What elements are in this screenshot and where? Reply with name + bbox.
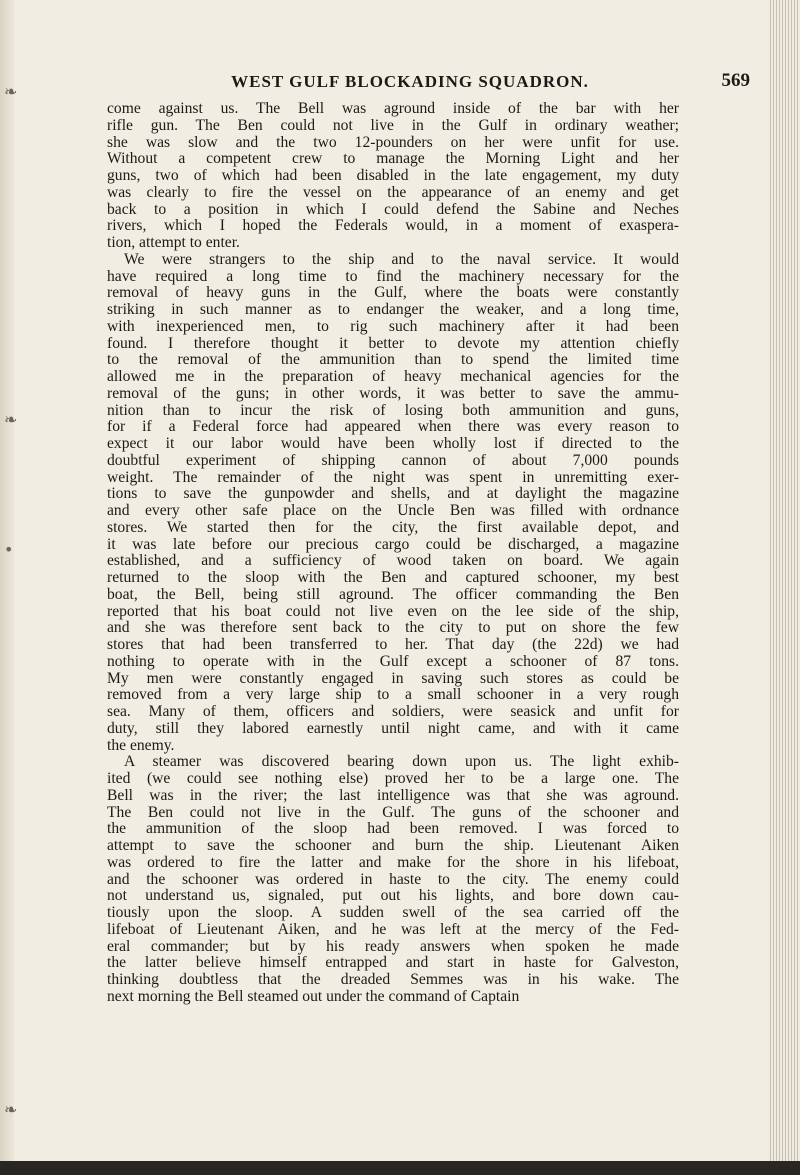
text-line: Bell was in the river; the last intelligence was that she was aground. — [107, 786, 679, 804]
text-line: A steamer was discovered bearing down upon us. The light exhib- — [124, 753, 679, 771]
text-line: she was slow and the two 12-pounders on her were unfit for use. — [107, 133, 679, 151]
text-line: not understand us, signaled, put out his lights, and bore down cau- — [107, 887, 679, 905]
text-line: duty, still they labored earnestly until night came, and with it came — [107, 719, 679, 737]
text-line: the enemy. — [107, 736, 175, 754]
text-line: have required a long time to find the machinery necessary for the — [107, 267, 679, 285]
page-edge-bottom — [0, 1161, 800, 1175]
text-line: with inexperienced men, to rig such machinery after it had been — [107, 317, 679, 335]
text-line: thinking doubtless that the dreaded Semmes was in his wake. The — [107, 971, 679, 988]
page-edge-left — [0, 0, 14, 1175]
text-line: and every other safe place on the Uncle Ben was filled with ordnance — [107, 502, 679, 519]
text-line: found. I therefore thought it better to devote my attention chiefly — [107, 334, 679, 352]
text-line: tiously upon the sloop. A sudden swell of the sea carried off the — [107, 904, 679, 921]
text-line: weight. The remainder of the night was spent in unremitting exer- — [107, 468, 679, 486]
page-number: 569 — [721, 70, 750, 91]
text-line: nition than to incur the risk of losing both ammunition and guns, — [107, 401, 679, 419]
text-line: My men were constantly engaged in saving such stores as could be — [107, 669, 679, 687]
text-line: removed from a very large ship to a small schooner in a very rough — [107, 686, 679, 704]
text-line: allowed me in the preparation of heavy mechanical agencies for the — [107, 368, 679, 385]
text-line: to the removal of the ammunition than to spend the limited time — [107, 351, 679, 369]
running-head-title: WEST GULF BLOCKADING SQUADRON. — [231, 72, 589, 91]
text-line: the latter believe himself entrapped and start in haste for Galveston, — [107, 954, 679, 972]
text-line: sea. Many of them, officers and soldiers, were seasick and unfit for — [107, 703, 679, 720]
text-line: Without a competent crew to manage the Morning Light and her — [107, 150, 679, 168]
text-line: returned to the sloop with the Ben and captured schooner, my best — [107, 569, 679, 586]
text-line: expect it our labor would have been wholly lost if directed to the — [107, 435, 679, 452]
running-head — [70, 70, 750, 100]
text-line: removal of heavy guns in the Gulf, where the boats were constantly — [107, 284, 679, 302]
text-line: and she was therefore sent back to the city to put on shore the few — [107, 619, 679, 637]
text-line: the ammunition of the sloop had been removed. I was forced to — [107, 820, 679, 838]
text-line: We were strangers to the ship and to the naval service. It would — [124, 250, 679, 268]
text-line: established, and a sufficiency of wood taken on board. We again — [107, 552, 679, 570]
text-line: boat, the Bell, being still aground. The officer commanding the Ben — [107, 585, 679, 603]
text-line: for if a Federal force had appeared when there was every reason to — [107, 418, 679, 436]
text-line: nothing to operate with in the Gulf except a schooner of 87 tons. — [107, 652, 679, 670]
text-line: doubtful experiment of shipping cannon of about 7,000 pounds — [107, 451, 679, 469]
text-line: stores. We started then for the city, the first available depot, and — [107, 518, 679, 536]
text-line: The Ben could not live in the Gulf. The guns of the schooner and — [107, 803, 679, 821]
text-line: reported that his boat could not live even on the lee side of the ship, — [107, 602, 679, 620]
text-line: tions to save the gunpowder and shells, and at daylight the magazine — [107, 485, 679, 503]
text-line: come against us. The Bell was aground inside of the bar with her — [107, 100, 679, 117]
text-line: and the schooner was ordered in haste to the city. The enemy could — [107, 870, 679, 888]
text-line: it was late before our precious cargo could be discharged, a magazine — [107, 535, 679, 553]
margin-mark-middle: ❧ — [4, 410, 18, 429]
margin-mark-lower: • — [4, 540, 14, 559]
text-line: lifeboat of Lieutenant Aiken, and he was left at the mercy of the Fed- — [107, 920, 679, 938]
text-line: was clearly to fire the vessel on the appearance of an enemy and get — [107, 183, 679, 201]
text-line: was ordered to fire the latter and make for the shore in his lifeboat, — [107, 853, 679, 871]
text-line: stores that had been transferred to her. That day (the 22d) we had — [107, 636, 679, 653]
text-line: eral commander; but by his ready answers when spoken he made — [107, 937, 679, 955]
text-line: striking in such manner as to endanger the weaker, and a long time, — [107, 301, 679, 318]
text-line: tion, attempt to enter. — [107, 234, 240, 251]
text-line: back to a position in which I could defend the Sabine and Neches — [107, 200, 679, 218]
margin-mark-bottom: ❧ — [4, 1100, 18, 1119]
text-line: ited (we could see nothing else) proved her to be a large one. The — [107, 770, 679, 787]
text-line: attempt to save the schooner and burn the ship. Lieutenant Aiken — [107, 837, 679, 854]
margin-mark-top: ❧ — [4, 82, 18, 101]
text-line: guns, two of which had been disabled in the late engagement, my duty — [107, 167, 679, 184]
text-line: rifle gun. The Ben could not live in the Gulf in ordinary weather; — [107, 116, 679, 134]
text-line: next morning the Bell steamed out under the command of Captain — [107, 987, 520, 1005]
text-line: removal of the guns; in other words, it was better to save the ammu- — [107, 384, 679, 402]
body-text — [107, 101, 679, 1006]
text-line: rivers, which I hoped the Federals would, in a moment of exaspera- — [107, 217, 679, 235]
page-edge-right — [768, 0, 800, 1175]
